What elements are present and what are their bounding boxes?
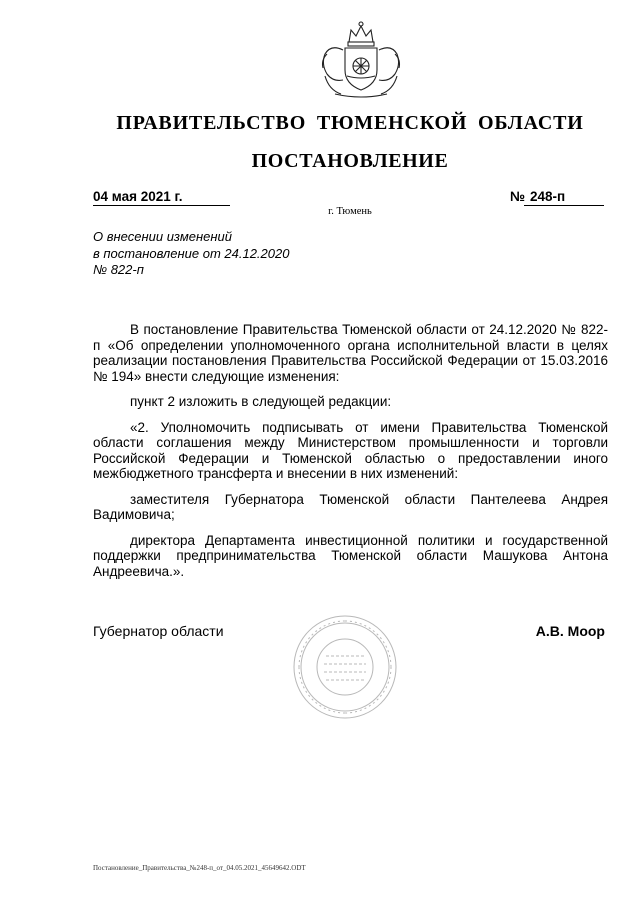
government-title: ПРАВИТЕЛЬСТВО ТЮМЕНСКОЙ ОБЛАСТИ	[116, 112, 584, 134]
document-body	[93, 322, 608, 589]
document-date: 04 мая 2021 г.	[93, 188, 230, 206]
document-city: г. Тюмень	[328, 206, 372, 217]
official-seal-stamp	[292, 614, 398, 720]
subject-line: № 822-п	[93, 262, 144, 277]
body-paragraph: пункт 2 изложить в следующей редакции:	[130, 394, 392, 409]
document-type-title: ПОСТАНОВЛЕНИЕ	[251, 150, 449, 172]
body-paragraph: заместителя Губернатора Тюменской области Пантелеева Андрея Вадимовича;	[93, 491, 608, 522]
subject-line: в постановление от 24.12.2020	[93, 245, 290, 261]
number-sign: №	[510, 189, 526, 204]
body-paragraph: В постановление Правительства Тюменской области от 24.12.2020 № 822-п «Об определении уполномоченного органа исполнительной власти в целях реализации постановления Правительства Российской Федерации от 15.03.2016 № 194» внести следующие изменения:	[93, 322, 608, 384]
document-subject	[93, 229, 353, 279]
body-paragraph: директора Департамента инвестиционной политики и государственной поддержки предпринимательства Тюменской области Машукова Антона Андреевича.».	[93, 532, 608, 579]
document-number-block	[510, 188, 605, 206]
document-number: 248-п	[524, 188, 604, 206]
signer-name: А.В. Моор	[535, 623, 605, 639]
coat-of-arms-emblem	[313, 20, 409, 100]
body-paragraph: «2. Уполномочить подписывать от имени Правительства Тюменской области соглашения между Министерством промышленности и торговли Российской Федерации и Тюменской областью о предоставлении иного межбюджетного трансферта и внесении в них изменений:	[93, 419, 608, 481]
document-footer-filename: Постановление_Правительства_№248-п_от_04.05.2021_45649642.ODT	[93, 864, 306, 872]
signer-role: Губернатор области	[93, 623, 224, 639]
subject-line: О внесении изменений	[93, 229, 232, 244]
